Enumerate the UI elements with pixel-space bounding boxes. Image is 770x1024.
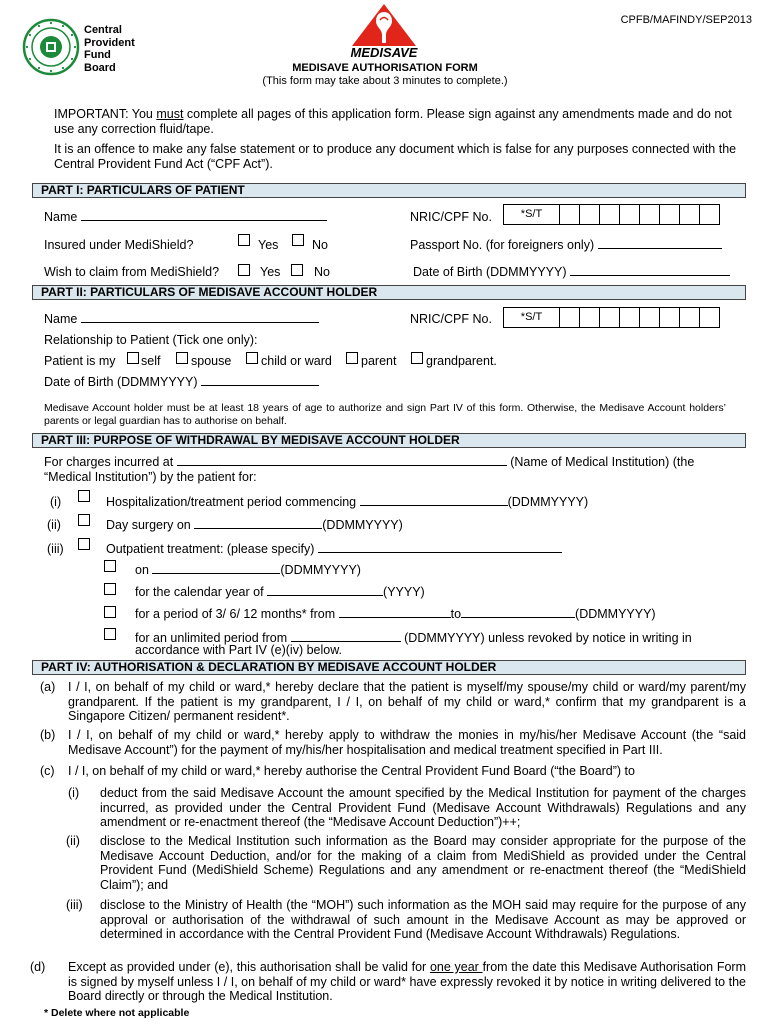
- p3-day-surgery-checkbox[interactable]: [78, 514, 90, 526]
- p1-passport-field[interactable]: [598, 238, 722, 249]
- p4-c-text: I / I, on behalf of my child or ward,* hereby authorise the Central Provident Fund Board (“the Board”) to: [68, 764, 635, 778]
- p1-name-label: Name: [44, 210, 327, 225]
- p3-unlimited-from-field[interactable]: [291, 631, 401, 642]
- p2-spouse-label: spouse: [191, 354, 232, 368]
- medisave-logo-icon: [328, 4, 440, 60]
- p3-hospitalization-checkbox[interactable]: [78, 490, 90, 502]
- p4-ci-num: (i): [68, 786, 80, 800]
- offence-notice: It is an offence to make any false statement or to produce any document which is false for any purposes connected with the Central Provident Fund Act (“CPF Act”).: [54, 142, 737, 171]
- p4-d-num: (d): [30, 960, 46, 974]
- p3-charges-line2: “Medical Institution”) by the patient for:: [44, 470, 257, 484]
- p4-ciii-num: (iii): [66, 898, 83, 912]
- p1-insured-no-checkbox[interactable]: [292, 234, 304, 246]
- p3-outpatient-specify-field[interactable]: [318, 542, 562, 553]
- p2-relationship-label: Relationship to Patient (Tick one only):: [44, 333, 258, 347]
- p1-dob-label: Date of Birth (DDMMYYYY): [413, 265, 730, 280]
- p3-period-to-field[interactable]: [461, 607, 575, 618]
- p3-iii-num: (iii): [47, 542, 64, 556]
- p1-insured-no-label: No: [312, 238, 328, 252]
- p3-period-from-field[interactable]: [339, 607, 451, 618]
- p2-grandparent-checkbox[interactable]: [411, 352, 423, 364]
- part3-header: PART III: PURPOSE OF WITHDRAWAL BY MEDISAVE ACCOUNT HOLDER: [32, 433, 746, 448]
- p2-spouse-checkbox[interactable]: [176, 352, 188, 364]
- p3-unlimited-line2: accordance with Part IV (e)(iv) below.: [135, 643, 343, 657]
- p2-age-note: Medisave Account holder must be at least 18 years of age to authorize and sign Part IV of this form. Otherwise, the Medisave Account holders’ parents or legal guardian has to authorise on behalf.: [44, 402, 726, 427]
- p1-claim-no-label: No: [314, 265, 330, 279]
- p2-parent-label: parent: [361, 354, 397, 368]
- important-notice: IMPORTANT: You must complete all pages of this application form. Please sign against any amendments made and do not use any correction fluid/tape.: [54, 107, 732, 136]
- p2-nric-boxes[interactable]: *S/T: [503, 307, 720, 328]
- p3-calendar-text: for the calendar year of (YYYY): [135, 585, 425, 599]
- p2-child-checkbox[interactable]: [246, 352, 258, 364]
- p1-claim-yes-checkbox[interactable]: [238, 264, 250, 276]
- p3-period-text: for a period of 3/ 6/ 12 months* from to (DDMMYYYY): [135, 607, 656, 621]
- p2-self-checkbox[interactable]: [127, 352, 139, 364]
- p1-dob-field[interactable]: [570, 265, 730, 276]
- p3-iii-text: Outpatient treatment: (please specify): [106, 542, 562, 557]
- p4-a-num: (a): [40, 680, 56, 694]
- p3-unlimited-checkbox[interactable]: [104, 628, 116, 640]
- part4-header: PART IV: AUTHORISATION & DECLARATION BY MEDISAVE ACCOUNT HOLDER: [32, 660, 746, 675]
- p3-day-surgery-date-field[interactable]: [194, 518, 322, 529]
- p1-name-field[interactable]: [81, 210, 327, 221]
- p2-grandparent-label: grandparent.: [426, 354, 497, 368]
- p4-b-num: (b): [40, 728, 56, 742]
- form-subtitle: (This form may take about 3 minutes to complete.): [262, 75, 508, 87]
- p3-on-date-field[interactable]: [152, 563, 280, 574]
- footnote: * Delete where not applicable: [44, 1007, 190, 1019]
- p2-self-label: self: [141, 354, 161, 368]
- p2-parent-checkbox[interactable]: [346, 352, 358, 364]
- p2-dob-label: Date of Birth (DDMMYYYY): [44, 375, 319, 390]
- p2-dob-field[interactable]: [201, 375, 319, 386]
- p1-passport-label: Passport No. (for foreigners only): [410, 238, 722, 253]
- p3-unlimited-text: for an unlimited period from (DDMMYYYY) unless revoked by notice in writing in: [135, 631, 692, 645]
- p4-ciii-text: disclose to the Ministry of Health (the “MOH”) such information as the MOH said may require for the purpose of any approval or authorisation of the withdrawal of such amount in the Medisave Account as may be approved or determined in accordance with the Central Provident Fund (Medisave Account Withdrawals) Regulations.: [100, 898, 746, 941]
- svg-text:MEDISAVE: MEDISAVE: [350, 45, 418, 60]
- p3-outpatient-checkbox[interactable]: [78, 538, 90, 550]
- p1-nric-boxes[interactable]: *S/T: [503, 204, 720, 225]
- p1-insured-yes-checkbox[interactable]: [238, 234, 250, 246]
- form-code: CPFB/MAFINDY/SEP2013: [620, 14, 752, 26]
- p3-period-checkbox[interactable]: [104, 606, 116, 618]
- p1-claim-yes-label: Yes: [260, 265, 281, 279]
- p4-cii-text: disclose to the Medical Institution such information as the Board may consider appropriate for the purpose of the Medisave Account Deduction, and/or for the making of a claim from MediShield as provided under the Central Provident Fund (MediShield Scheme) Regulations and any amendment or re-enactment thereof (the “MediShield Claim”); and: [100, 834, 746, 892]
- p4-a-text: I / I, on behalf of my child or ward,* hereby declare that the patient is myself/my spouse/my child or ward/my parent/my grandparent. If the patient is my grandparent, I / I, on behalf of my child or ward,* confirm that my grandparent is a Singapore Citizen/ permanent resident*.: [68, 680, 746, 723]
- p4-ci-text: deduct from the said Medisave Account the amount specified by the Medical Institution for payment of the charges incurred, as provided under the Central Provident Fund (Medisave Account Withdrawals) Regulations and any amendment or re-enactment thereof (the “Medisave Account Deduction”)++;: [100, 786, 746, 829]
- p1-nric-label: NRIC/CPF No.: [410, 210, 492, 224]
- p4-c-num: (c): [40, 764, 55, 778]
- p3-calendar-year-field[interactable]: [267, 585, 383, 596]
- p4-b-text: I / I, on behalf of my child or ward,* hereby apply to withdraw the monies in my/his/her Medisave Account (the “said Medisave Account”) for the payment of my/his/her hospitalisation and medical treatment specified in Part III.: [68, 728, 746, 757]
- p2-nric-label: NRIC/CPF No.: [410, 312, 492, 326]
- p3-ii-num: (ii): [47, 518, 61, 532]
- org-name: Central Provident Fund Board: [84, 24, 135, 74]
- p3-i-num: (i): [50, 495, 62, 509]
- p3-charges: For charges incurred at (Name of Medical Institution) (the: [44, 455, 695, 469]
- p1-insured-yes-label: Yes: [258, 238, 279, 252]
- p2-name-field[interactable]: [81, 312, 319, 323]
- p3-on-checkbox[interactable]: [104, 560, 116, 572]
- p3-institution-field[interactable]: [177, 455, 507, 466]
- p3-ii-text: Day surgery on (DDMMYYYY): [106, 518, 403, 532]
- p4-d-text: Except as provided under (e), this authorisation shall be valid for one year from the date this Medisave Authorisation Form is signed by myself unless I / I, on behalf of my child or ward* have expressly revoked it by notice in writing delivered to the Board directly or through the Medical Institution.: [68, 960, 746, 1003]
- p1-claim-label: Wish to claim from MediShield?: [44, 265, 220, 279]
- p3-calendar-checkbox[interactable]: [104, 583, 116, 595]
- p3-i-text: Hospitalization/treatment period commencing (DDMMYYYY): [106, 495, 589, 509]
- p2-patient-is-my: Patient is my: [44, 354, 116, 368]
- p1-claim-no-checkbox[interactable]: [291, 264, 303, 276]
- p4-cii-num: (ii): [66, 834, 80, 848]
- part2-header: PART II: PARTICULARS OF MEDISAVE ACCOUNT HOLDER: [32, 285, 746, 300]
- part1-header: PART I: PARTICULARS OF PATIENT: [32, 183, 746, 198]
- p1-insured-label: Insured under MediShield?: [44, 238, 194, 252]
- p3-on-text: on (DDMMYYYY): [135, 563, 361, 577]
- p3-hospitalization-date-field[interactable]: [360, 495, 508, 506]
- p2-child-label: child or ward: [261, 354, 332, 368]
- form-title: MEDISAVE AUTHORISATION FORM: [292, 62, 478, 74]
- p2-name-label: Name: [44, 312, 319, 327]
